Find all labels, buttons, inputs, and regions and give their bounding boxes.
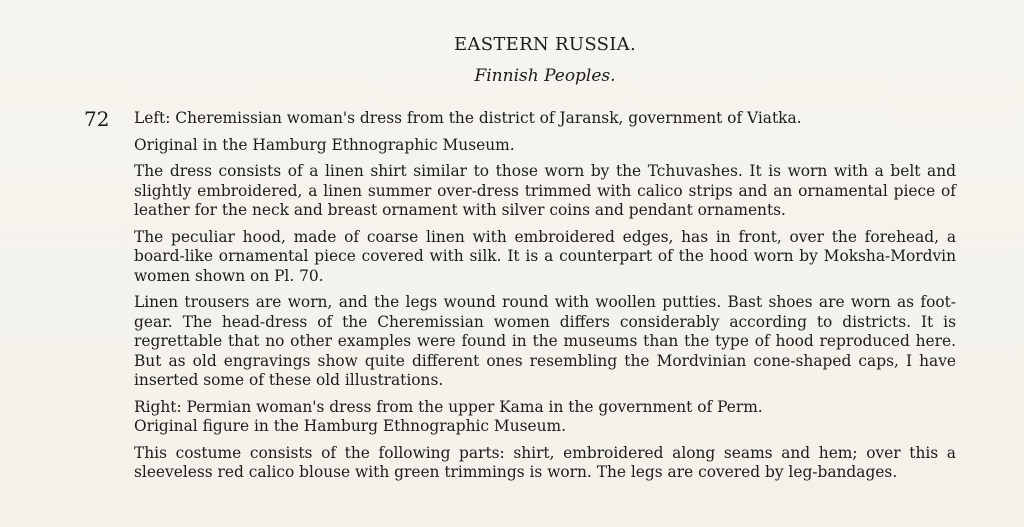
page-title: EASTERN RUSSIA. bbox=[453, 34, 637, 55]
paragraph-right-source: Original figure in the Hamburg Ethnographic Museum. bbox=[134, 417, 567, 435]
plate-number: 72 bbox=[84, 107, 110, 131]
paragraph-dress-description: The dress consists of a linen shirt similar to those worn by the Tchuvashes. It is worn with a belt and slightly embroidered, a linen summer over-dress trimmed with calico strips and an ornamental piece of leather for the neck and breast ornament with silver coins and pendant ornaments. bbox=[134, 162, 956, 219]
paragraph-hood-description: The peculiar hood, made of coarse linen with embroidered edges, has in front, over the forehead, a board-like ornamental piece covered with silk. It is a counterpart of the hood worn by Moksha-Mordvin women shown on Pl. 70. bbox=[134, 227, 956, 285]
paragraph-left-caption: Left: Cheremissian woman's dress from the district of Jaransk, government of Viatka. bbox=[134, 109, 802, 127]
paragraph-trousers-description: Linen trousers are worn, and the legs wound round with woollen putties. Bast shoes are worn as foot-gear. The head-dress of the Cheremissian women differs considerably according to districts. It is regrettable that no other examples were found in the museums than the type of hood reproduced here. But as old engravings show quite different ones resembling the Mordvinian cone-shaped caps, I have inserted some of these old illustrations. bbox=[134, 293, 956, 389]
paragraph-left-source: Original in the Hamburg Ethnographic Museum. bbox=[134, 135, 515, 154]
paragraph-right-caption: Right: Permian woman's dress from the upper Kama in the government of Perm. bbox=[134, 397, 763, 416]
paragraph-costume-description: This costume consists of the following parts: shirt, embroidered along seams and hem; over this a sleeveless red calico blouse with green trimmings is worn. The legs are covered by leg-bandages. bbox=[134, 443, 956, 481]
page-subtitle: Finnish Peoples. bbox=[474, 66, 616, 86]
plate-description bbox=[134, 109, 956, 490]
